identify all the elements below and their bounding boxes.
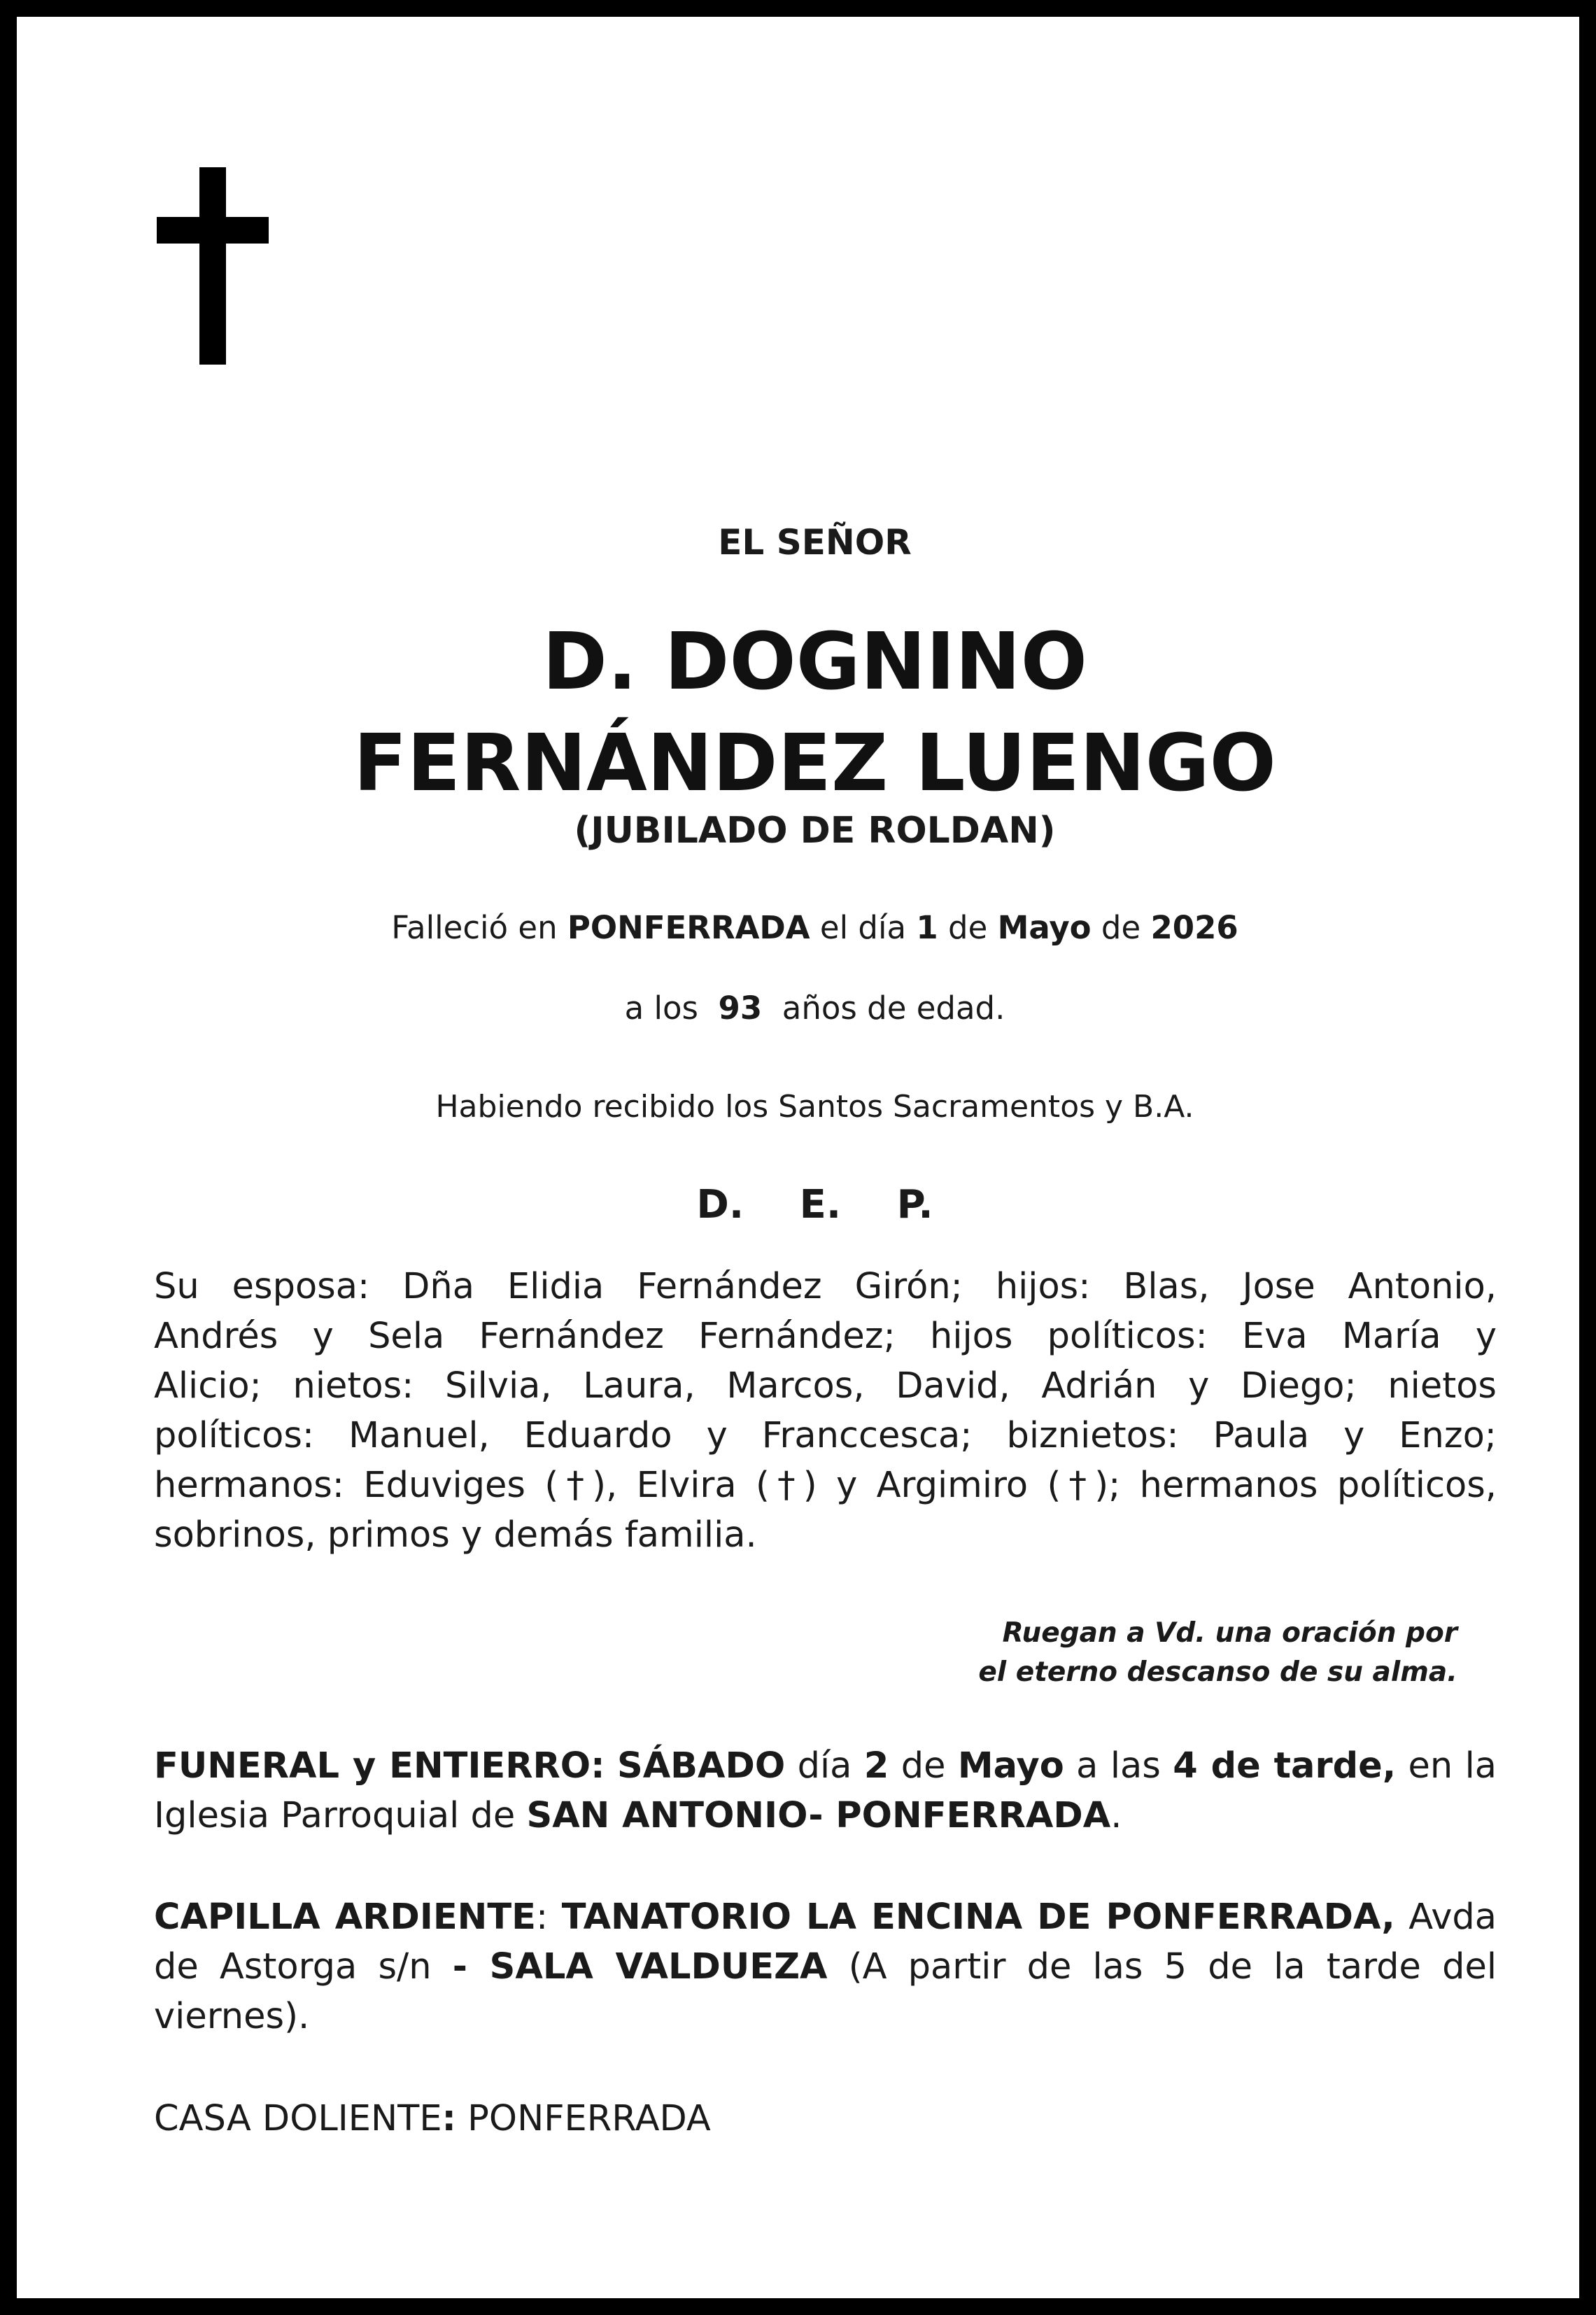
year-label: de [1101,909,1141,946]
funeral-text: a las [1076,1745,1161,1787]
deceased-name [17,612,1596,815]
funeral-line-1 [154,1741,1497,1791]
funeral-time: 4 de tarde, [1173,1745,1397,1787]
funeral-line-2 [154,1791,1497,1841]
family-line: Andrés y Sela Fernández Fernández; hijos políticos: Eva María y [154,1316,1497,1357]
chapel-place: TANATORIO LA ENCINA DE PONFERRADA, [561,1897,1395,1938]
death-day: 1 [916,909,938,946]
chapel-text: Avda [1408,1897,1497,1938]
deceased-name-line-1: D. DOGNINO [542,617,1087,708]
mourning-house-colon: : [442,2098,456,2139]
sacraments-line: Habiendo recibido los Santos Sacramentos y B.A. [435,1089,1194,1125]
mourning-house-place: PONFERRADA [467,2098,711,2139]
family-line: políticos: Manuel, Eduardo y Franccesca; biznietos: Paula y Enzo; [154,1415,1497,1456]
month-label: de [948,909,988,946]
funeral-day: 2 [863,1745,889,1787]
cross-horizontal-bar [157,217,269,244]
chapel-text: (A partir de las 5 de la tarde del [848,1946,1497,1987]
prayer-line-2: el eterno descanso de su alma. [978,1656,1457,1688]
mourning-house-line [154,2094,1497,2144]
funeral-text: Iglesia Parroquial de [154,1795,516,1836]
family-line: sobrinos, primos y demás familia. [154,1514,757,1556]
age-value: 93 [718,990,763,1027]
chapel-line-2 [154,1942,1497,1992]
family-line: Alicio; nietos: Silvia, Laura, Marcos, David, Adrián y Diego; nietos [154,1365,1497,1407]
chapel-room: - SALA VALDUEZA [452,1946,828,1987]
cross-vertical-bar [199,167,226,365]
dep-initials: D. E. P. [696,1182,933,1227]
funeral-text: . [1110,1795,1122,1836]
mourning-house [154,2094,1497,2144]
occupation-subtitle: (JUBILADO DE ROLDAN) [574,810,1056,852]
funeral-day-name: SÁBADO [616,1745,786,1787]
family-line: hermanos: Eduviges (†), Elvira (†) y Argimiro (†); hermanos políticos, [154,1465,1497,1506]
death-year: 2026 [1150,909,1238,946]
funeral-label: FUNERAL y ENTIERRO: [154,1745,605,1787]
prayer-request [978,1614,1457,1692]
funeral-church: SAN ANTONIO- PONFERRADA [526,1795,1111,1836]
funeral-details [154,1741,1497,1841]
mourning-house-label: CASA DOLIENTE [154,2098,442,2139]
death-place: PONFERRADA [567,909,810,946]
funeral-month: Mayo [957,1745,1064,1787]
chapel-line-3: viernes). [154,1996,310,2037]
chapel-text: de Astorga s/n [154,1946,432,1987]
latin-cross-icon [157,167,269,365]
death-prefix: Falleció en [391,909,558,946]
honorific-title: EL SEÑOR [718,522,912,563]
day-label: el día [819,909,907,946]
death-place-date [17,909,1596,946]
chapel-line-1 [154,1892,1497,1942]
deceased-name-line-2: FERNÁNDEZ LUENGO [353,718,1276,809]
family-line: Su esposa: Dña Elidia Fernández Girón; hijos: Blas, Jose Antonio, [154,1266,1497,1307]
prayer-line-1: Ruegan a Vd. una oración por [1002,1617,1457,1649]
age-prefix: a los [624,990,698,1027]
age-suffix: años de edad. [782,990,1005,1027]
funeral-text: día [797,1745,852,1787]
chapel-details [154,1892,1497,2041]
family-paragraph [154,1262,1497,1560]
funeral-text: de [901,1745,946,1787]
funeral-text: en la [1408,1745,1497,1787]
chapel-colon: : [536,1897,549,1938]
chapel-label: CAPILLA ARDIENTE [154,1897,536,1938]
age-line [17,990,1596,1027]
death-month: Mayo [997,909,1092,946]
